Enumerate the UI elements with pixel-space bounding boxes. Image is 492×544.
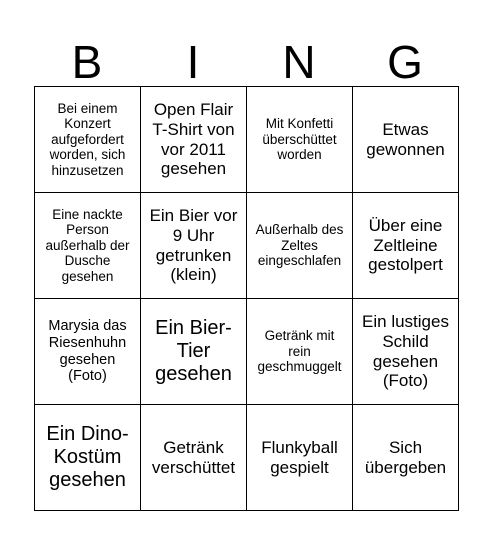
bingo-cell[interactable]: Ein Bier-Tier gesehen	[141, 299, 247, 405]
bingo-cell[interactable]: Flunkyball gespielt	[247, 405, 353, 511]
bingo-cell[interactable]: Open Flair T-Shirt von vor 2011 gesehen	[141, 87, 247, 193]
bingo-cell[interactable]: Ein lustiges Schild gesehen (Foto)	[353, 299, 459, 405]
bingo-cell[interactable]: Ein Dino-Kostüm gesehen	[35, 405, 141, 511]
bingo-board	[34, 86, 459, 511]
header-letter-n: N	[282, 36, 316, 88]
bingo-cell[interactable]: Bei einem Konzert aufgefordert worden, sich hinzusetzen	[35, 87, 141, 193]
bingo-cell[interactable]: Marysia das Riesenhuhn gesehen (Foto)	[35, 299, 141, 405]
bingo-cell[interactable]: Ein Bier vor 9 Uhr getrunken (klein)	[141, 193, 247, 299]
bingo-cell[interactable]: Sich übergeben	[353, 405, 459, 511]
bingo-cell[interactable]: Außerhalb des Zeltes eingeschlafen	[247, 193, 353, 299]
bingo-cell[interactable]: Getränk verschüttet	[141, 405, 247, 511]
board-row	[35, 193, 459, 299]
board-row	[35, 87, 459, 193]
board-row	[35, 299, 459, 405]
header-letter-i: I	[186, 36, 200, 88]
bingo-cell[interactable]: Getränk mit rein geschmuggelt	[247, 299, 353, 405]
header-letter-b: B	[71, 36, 103, 88]
header-letter-g: G	[387, 36, 423, 88]
bingo-cell[interactable]: Eine nackte Person außerhalb der Dusche gesehen	[35, 193, 141, 299]
board-row	[35, 405, 459, 511]
bingo-cell[interactable]: Über eine Zeltleine gestolpert	[353, 193, 459, 299]
bingo-cell[interactable]: Mit Konfetti überschüttet worden	[247, 87, 353, 193]
bingo-header	[34, 38, 458, 86]
bingo-cell[interactable]: Etwas gewonnen	[353, 87, 459, 193]
